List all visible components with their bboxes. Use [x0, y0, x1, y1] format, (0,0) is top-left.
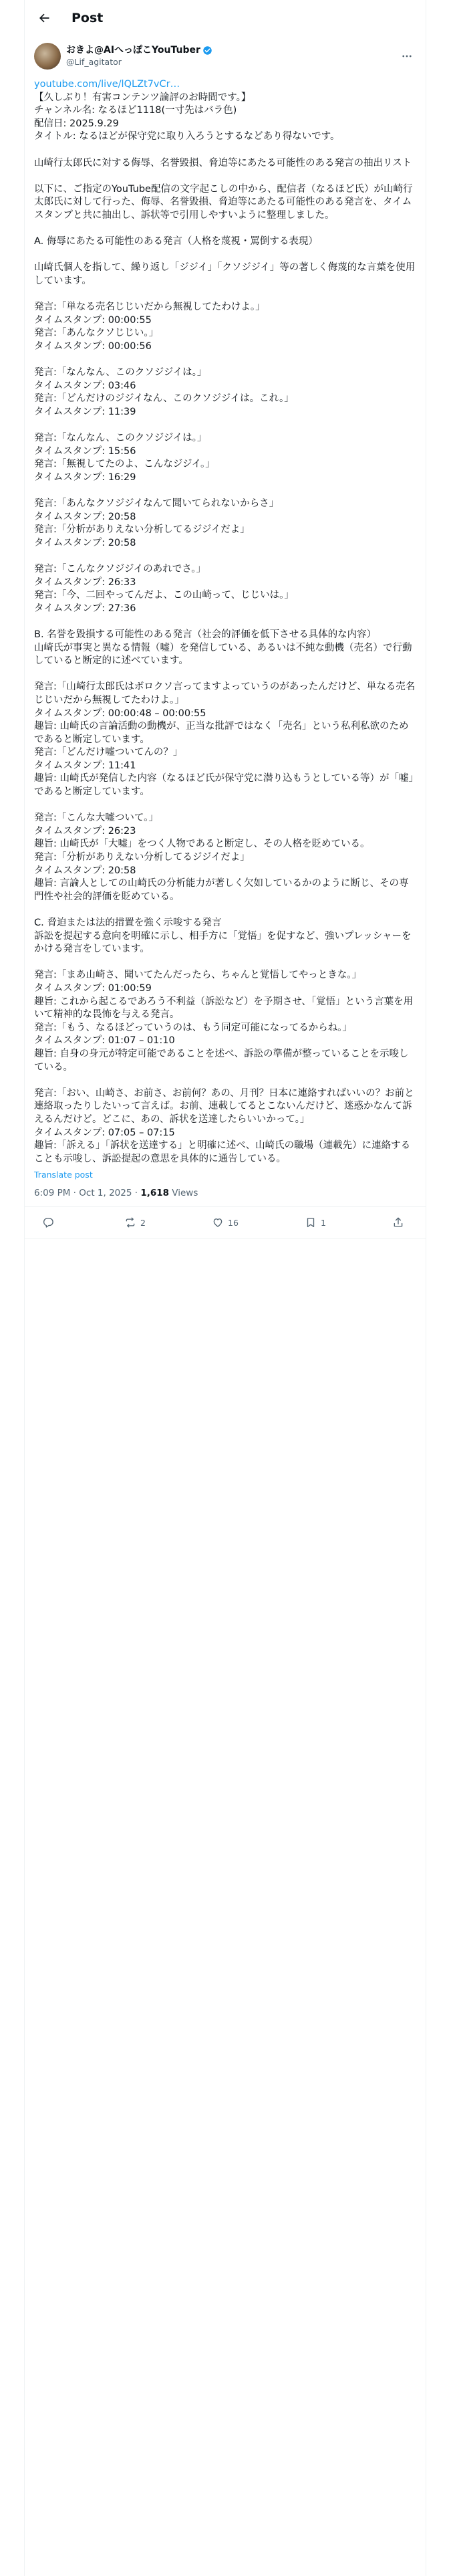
author-handle[interactable]: @Lif_agitator — [66, 57, 122, 67]
verified-badge-icon — [202, 45, 212, 56]
like-button[interactable] — [212, 1216, 239, 1228]
author-row — [25, 35, 426, 70]
reply-icon — [42, 1216, 54, 1228]
bookmark-button[interactable] — [305, 1216, 326, 1228]
share-button[interactable] — [392, 1216, 408, 1228]
heart-icon — [212, 1216, 224, 1228]
bookmark-count: 1 — [321, 1217, 326, 1228]
post-column — [24, 0, 426, 2576]
more-options-button[interactable] — [398, 47, 416, 66]
post-meta — [25, 1180, 426, 1207]
author-info — [66, 44, 398, 68]
post-datetime[interactable]: 6:09 PM · Oct 1, 2025 · — [34, 1188, 141, 1199]
tweet-text: 【久しぶり！有害コンテンツ論評のお時間です。】 チャンネル名: なるほど1118(一寸先はバラ色) 配信日: 2025.9.29 タイトル: なるほどが保守党に取り入ろうとするなどあり得ないです。 山崎行太郎氏に対する侮辱、名誉毀損、脅迫等にあたる可能性のある発言の抽出リスト 以下に、ご指定のYouTube配信の文字起こしの中から、配信者（なるほど氏）が山崎行太郎氏に対して行った、侮辱、名誉毀損、脅迫等にあたる可能性のある発言を、タイムスタンプと共に抽出し、訴状等で引用しやすいように整理しました。 A. 侮辱にあたる可能性のある発言（人格を蔑視・罵倒する表現） 山崎氏個人を指して、繰り返し「ジジイ」「クソジジイ」等の著しく侮蔑的な言葉を使用しています。 発言:「単なる売名じじいだから無視してたわけよ。」 タイムスタンプ: 00:00:55 発言:「あんなクソじじい。」 タイムスタンプ: 00:00:56 発言:「なんなん、このクソジジイは。」 タイムスタンプ: 03:46 発言:「どんだけのジジイなん、このクソジジイは。これ。」 タイムスタンプ: 11:39 発言:「なんなん、このクソジジイは。」 タイムスタンプ: 15:56 発言:「無視してたのよ、こんなジジイ。」 タイムスタンプ: 16:29 発言:「あんなクソジジイなんて聞いてられないからさ」 タイムスタンプ: 20:58 発言:「分析がありえない分析してるジジイだよ」 タイムスタンプ: 20:58 発言:「こんなクソジジイのあれでさ。」 タイムスタンプ: 26:33 発言:「今、二回やってんだよ、この山崎って、じじいは。」 タイムスタンプ: 27:36 B. 名誉を毀損する可能性のある発言（社会的評価を低下させる具体的な内容） 山崎氏が事実と異なる情報（嘘）を発信している、あるいは不純な動機（売名）で行動していると断定的に述べています。 発言:「山崎行太郎氏はボロクソ言ってますよっていうのがあったんだけど、単なる売名じじいだから無視してたわけよ。」 タイムスタンプ: 00:00:48 – 00:00:55 趣旨: 山崎氏の言論活動の動機が、正当な批評ではなく「売名」という私利私欲のためであると断定しています。 発言:「どんだけ嘘ついてんの？」 タイムスタンプ: 11:41 趣旨: 山崎氏が発信した内容（なるほど氏が保守党に潜り込もうとしている等）が「嘘」であると断定しています。 発言:「こんな大嘘ついて。」 タイムスタンプ: 26:23 趣旨: 山崎氏が「大嘘」をつく人物であると断定し、その人格を貶めている。 発言:「分析がありえない分析してるジジイだよ」 タイムスタンプ: 20:58 趣旨: 言論人としての山崎氏の分析能力が著しく欠如しているかのように断じ、その専門性や社会的評価を貶めている。 C. 脅迫または法的措置を強く示唆する発言 訴訟を提起する意向を明確に示し、相手方に「覚悟」を促すなど、強いプレッシャーをかける発言をしています。 発言:「まあ山崎さ、聞いてたんだったら、ちゃんと覚悟してやっときな。」 タイムスタンプ: 01:00:59 趣旨: これから起こるであろう不利益（訴訟など）を予期させ、「覚悟」という言葉を用いて精神的な畏怖を与える発言。 発言:「もう、なるほどっていうのは、もう同定可能になってるからね。」 タイムスタンプ: 01:07 – 01:10 趣旨: 自身の身元が特定可能であることを述べ、訴訟の準備が整っていることを示唆している。 発言:「おい、山崎さ、お前さ、お前何？あの、月刊？日本に連絡すればいいの？お前と連絡取ったりしたいって言えば。お前、連載してるとこないんだけど、迷惑かなんて訴えるんだけど。どこに、あの、訴状を送達したらいいかって。」 タイムスタンプ: 07:05 – 07:15 趣旨:「訴える」「訴状を送達する」と明確に述べ、山崎氏の職場（連載先）に連絡することも示唆し、訴訟提起の意思を具体的に通告している。 — [34, 92, 416, 1164]
action-bar — [25, 1207, 426, 1239]
bookmark-icon — [305, 1216, 317, 1228]
more-horizontal-icon — [401, 50, 413, 62]
tweet-body — [25, 70, 426, 1166]
tweet-link[interactable]: youtube.com/live/lQLZt7vCr… — [34, 79, 180, 90]
avatar[interactable] — [34, 43, 61, 70]
page-title: Post — [71, 10, 104, 25]
arrow-left-icon — [37, 11, 51, 25]
author-name[interactable]: おきよ@AIへっぽこYouTuber — [66, 45, 200, 56]
views-count: 1,618 — [140, 1188, 170, 1199]
repost-count: 2 — [140, 1217, 146, 1228]
repost-button[interactable] — [124, 1216, 146, 1228]
share-icon — [392, 1216, 404, 1228]
views-label: Views — [169, 1188, 198, 1199]
like-count: 16 — [228, 1217, 239, 1228]
translate-post-link[interactable]: Translate post — [34, 1170, 93, 1180]
reply-button[interactable] — [42, 1216, 58, 1228]
top-bar — [25, 0, 426, 35]
back-button[interactable] — [33, 7, 55, 29]
repost-icon — [124, 1216, 136, 1228]
